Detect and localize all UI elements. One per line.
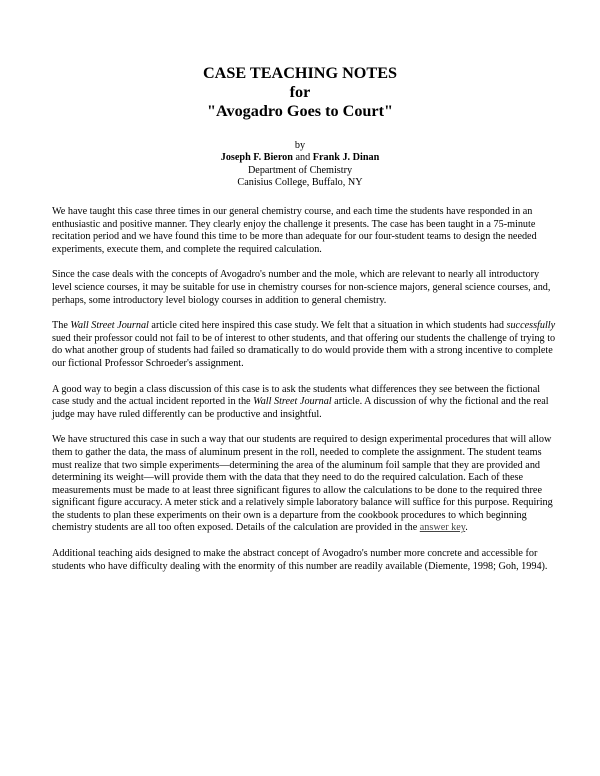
paragraph-4: [52, 384, 557, 422]
college: Canisius College, Buffalo, NY: [237, 177, 363, 189]
and-text: and: [292, 152, 313, 164]
p3-text-a: The: [52, 320, 71, 332]
emphasis-successfully: successfully: [506, 320, 556, 332]
p3-text-c: sued their professor could not fail to be of interest to other students, and that offering our students the challenge of trying to do what another group of students had failed so dramatically to do would provide them with a strong incentive to complete our fictional Professor Schroeder's assignment.: [52, 332, 556, 369]
p5-text-a: We have structured this case in such a way that our students are required to design experimental procedures that will allow them to gather the data, the mass of aluminum present in the roll, needed to complete the assignment. The student teams must realize that two simple experiments—determining the area of the aluminum foil sample that they are provided and determining its weight—will provide them with the data that they need to do the required calculation. Each of these measurements must be made to at least three significant figures to allow the calculations to be done to the required three significant figure accuracy. A meter stick and a relatively simple laboratory balance will suffice for this purpose. Requiring the students to plan these experiments on their own is a departure from the cookbook procedures to which beginning chemistry students are all too often exposed. Details of the calculation are provided in the: [52, 434, 553, 534]
paragraph-2: Since the case deals with the concepts of Avogadro's number and the mole, which are relevant to nearly all introductory level science courses, it may be suitable for use in chemistry courses for non-science majors, general science courses, and, perhaps, some introductory level biology courses in addition to general chemistry.: [52, 269, 551, 306]
title-line-3: "Avogadro Goes to Court": [207, 102, 393, 120]
author-2: Frank J. Dinan: [312, 152, 380, 164]
author-1: Joseph F. Bieron: [220, 152, 293, 164]
p3-text-b: article cited here inspired this case study. We felt that a situation in which students had: [148, 320, 507, 332]
byline: [0, 140, 600, 190]
body-text: [52, 206, 557, 586]
document-header: [0, 64, 600, 190]
wsj-title: Wall Street Journal: [253, 396, 332, 408]
title-line-2: for: [289, 83, 311, 101]
paragraph-5: [52, 434, 557, 535]
answer-key-link[interactable]: answer key: [419, 522, 466, 534]
authors-line: [0, 152, 600, 164]
paragraph-6: Additional teaching aids designed to make the abstract concept of Avogadro's number more concrete and accessible for students who have difficulty dealing with the enormity of this number are readily available (Diemente, 1998; Goh, 1994).: [52, 548, 548, 572]
by-label: by: [294, 140, 306, 151]
department: Department of Chemistry: [247, 164, 353, 176]
p4-text-b: article. A discussion of why the fictional and the real judge may have ruled differently can be productive and insightful.: [52, 396, 549, 420]
p5-text-b: .: [465, 522, 468, 534]
title-line-1: CASE TEACHING NOTES: [202, 64, 397, 82]
wsj-title: Wall Street Journal: [70, 320, 149, 332]
paragraph-3: [52, 320, 557, 370]
p4-text-a: A good way to begin a class discussion of this case is to ask the students what differences they see between the fictional case study and the actual incident reported in the: [52, 383, 541, 408]
paragraph-1: We have taught this case three times in our general chemistry course, and each time the students have responded in an enthusiastic and positive manner. They clearly enjoy the challenge it presents. The case has been taught in a 75-minute recitation period and we have found this time to be more than adequate for our four-student teams to design the needed experiments, execute them, and complete the required calculation.: [52, 206, 537, 255]
